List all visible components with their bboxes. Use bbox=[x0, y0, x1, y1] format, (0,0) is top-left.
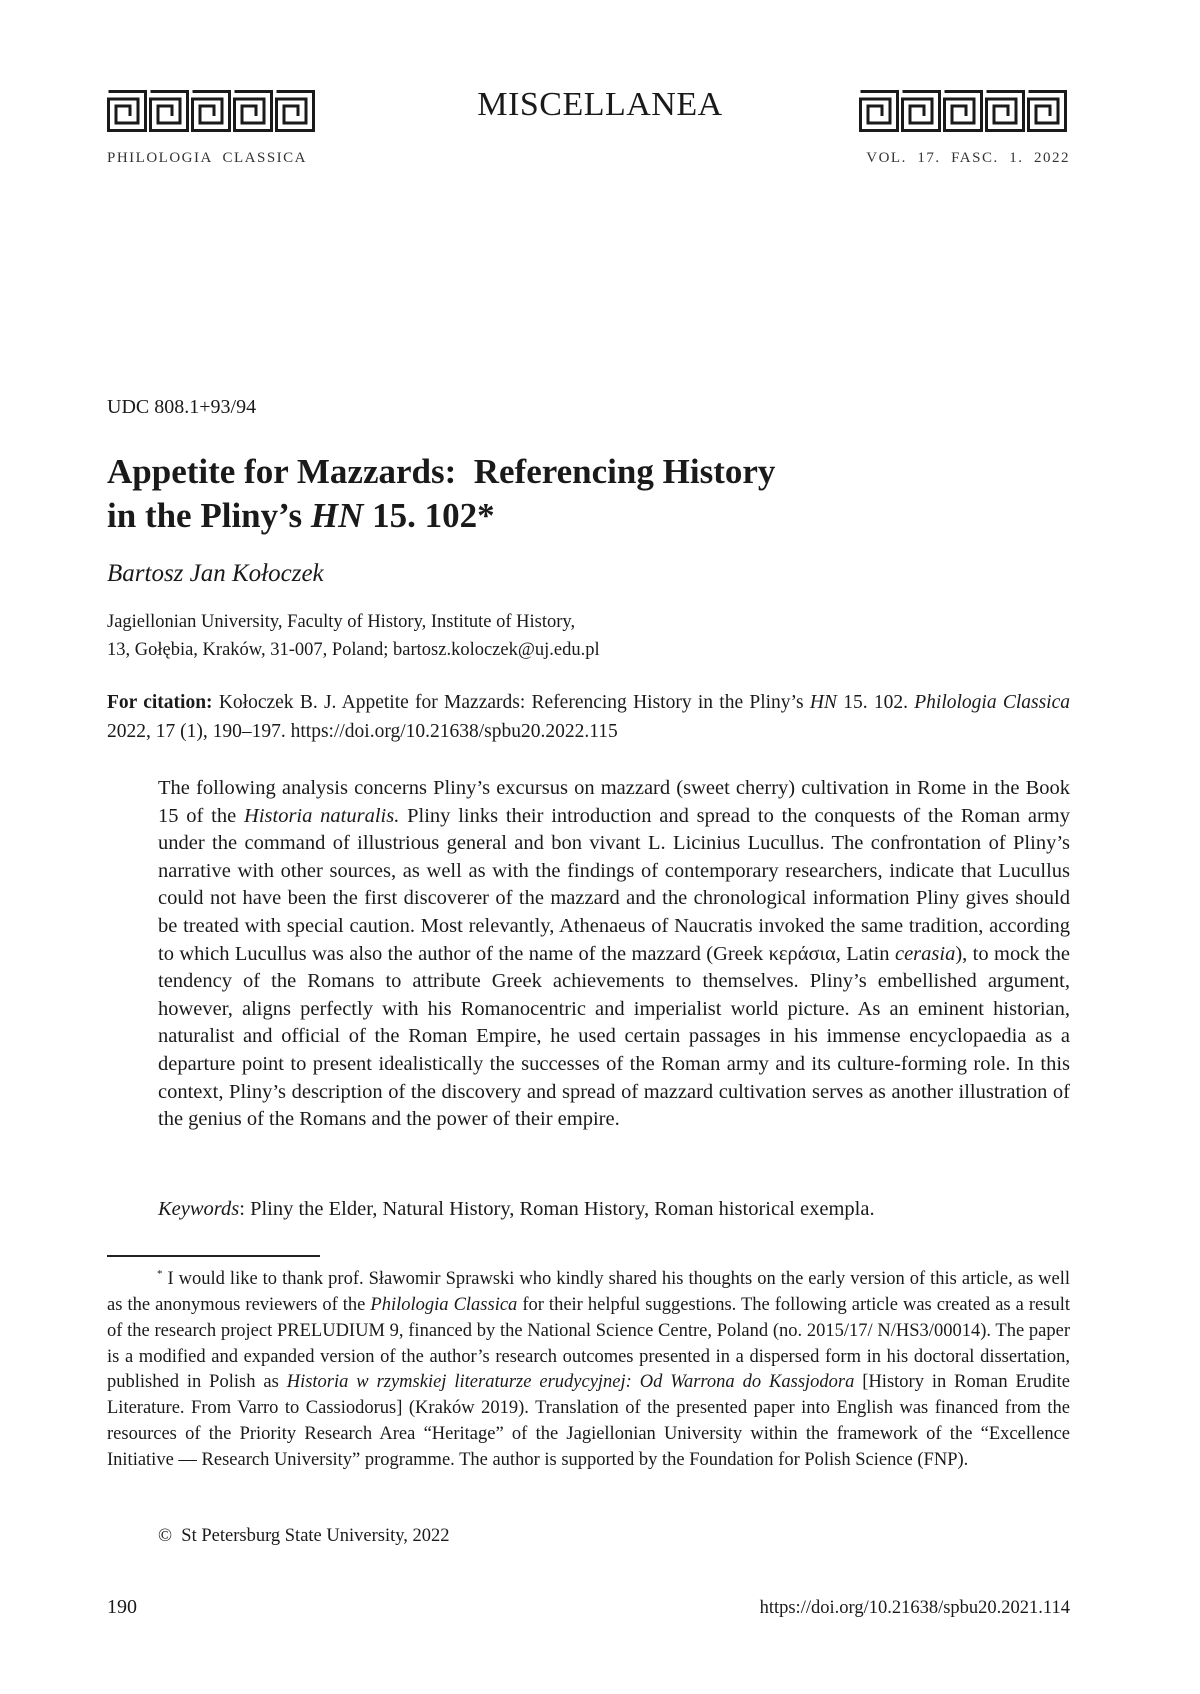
citation: For citation: Kołoczek B. J. Appetite for Mazzards: Referencing History in the Pliny’s HN 15. 102. Philologia Classica 2022, 17 (1), 190–197. https://doi.org/10.21638/spbu20.2022.115 bbox=[107, 692, 1071, 742]
abstract: The following analysis concerns Pliny’s excursus on mazzard (sweet cherry) cultivation in Rome in the Book 15 of the Historia naturalis. Pliny links their introduction and spread to the conquests of the Roman army under the command of illustrious general and bon vivant L. Licinius Lucullus. The confrontation of Pliny’s narrative with other sources, as well as with the findings of contemporary researchers, indicate that Lucullus could not have been the first discoverer of the mazzard and the chronological information Pliny gives should be treated with special caution. Most relevantly, Athenaeus of Naucratis invoked the same tradition, according to which Lucullus was also the author of the name of the mazzard (Greek κεράσια, Latin cerasia), to mock the tendency of the Romans to attribute Greek achievements to themselves. Pliny’s embellished argument, however, aligns perfectly with his Romanocentric and imperialist world picture. As an eminent historian, naturalist and official of the Roman Empire, he used certain passages in his immense encyclopaedia as a departure point to present idealistically the successes of the Roman army and its culture-forming role. In this context, Pliny’s description of the discovery and spread of mazzard cultivation serves as another illustration of the genius of the Romans and the power of their empire. bbox=[158, 777, 1070, 1131]
footer-doi-link[interactable]: https://doi.org/10.21638/spbu20.2021.114 bbox=[759, 1598, 1070, 1618]
affiliation: Jagiellonian University, Faculty of History, Institute of History, 13, Gołębia, Kraków, 31-007, Poland; bartosz.koloczek@uj.edu.pl bbox=[107, 612, 600, 660]
keywords: Keywords: Pliny the Elder, Natural History, Roman History, Roman historical exempla. bbox=[158, 1198, 875, 1220]
section-title: MISCELLANEA bbox=[477, 86, 723, 123]
page-number: 190 bbox=[107, 1596, 137, 1618]
title-line-1: Appetite for Mazzards: Referencing History bbox=[107, 452, 776, 491]
author-name: Bartosz Jan Kołoczek bbox=[107, 560, 324, 587]
journal-name: PHILOLOGIA CLASSICA bbox=[107, 150, 308, 166]
volume-info: VOL. 17. FASC. 1. 2022 bbox=[866, 150, 1070, 166]
footnote: * I would like to thank prof. Sławomir Sprawski who kindly shared his thoughts on the early version of this article, as well as the anonymous reviewers of the Philologia Classica for their helpful suggestions. The following article was created as a result of the research project PRELUDIUM 9, financed by the National Science Centre, Poland (no. 2015/17/ N/HS3/00014). The paper is a modified and expanded version of the author’s research outcomes presented in a dispersed form in his doctoral dissertation, published in Polish as Historia w rzymskiej literaturze erudycyjnej: Od Warrona do Kassjodora [History in Roman Erudite Literature. From Varro to Cassiodorus] (Kraków 2019). Translation of the presented paper into English was financed from the resources of the Priority Research Area “Heritage” of the Jagiellonian University within the framework of the “Excellence Initiative — Research University” programme. The author is supported by the Foundation for Polish Science (FNP). bbox=[107, 1268, 1070, 1470]
udc-code: UDC 808.1+93/94 bbox=[107, 396, 257, 418]
copyright: © St Petersburg State University, 2022 bbox=[158, 1526, 450, 1546]
article-title bbox=[107, 450, 907, 538]
title-line-2: in the Pliny’s HN 15. 102* bbox=[107, 496, 495, 535]
footnote-divider bbox=[107, 1255, 320, 1257]
